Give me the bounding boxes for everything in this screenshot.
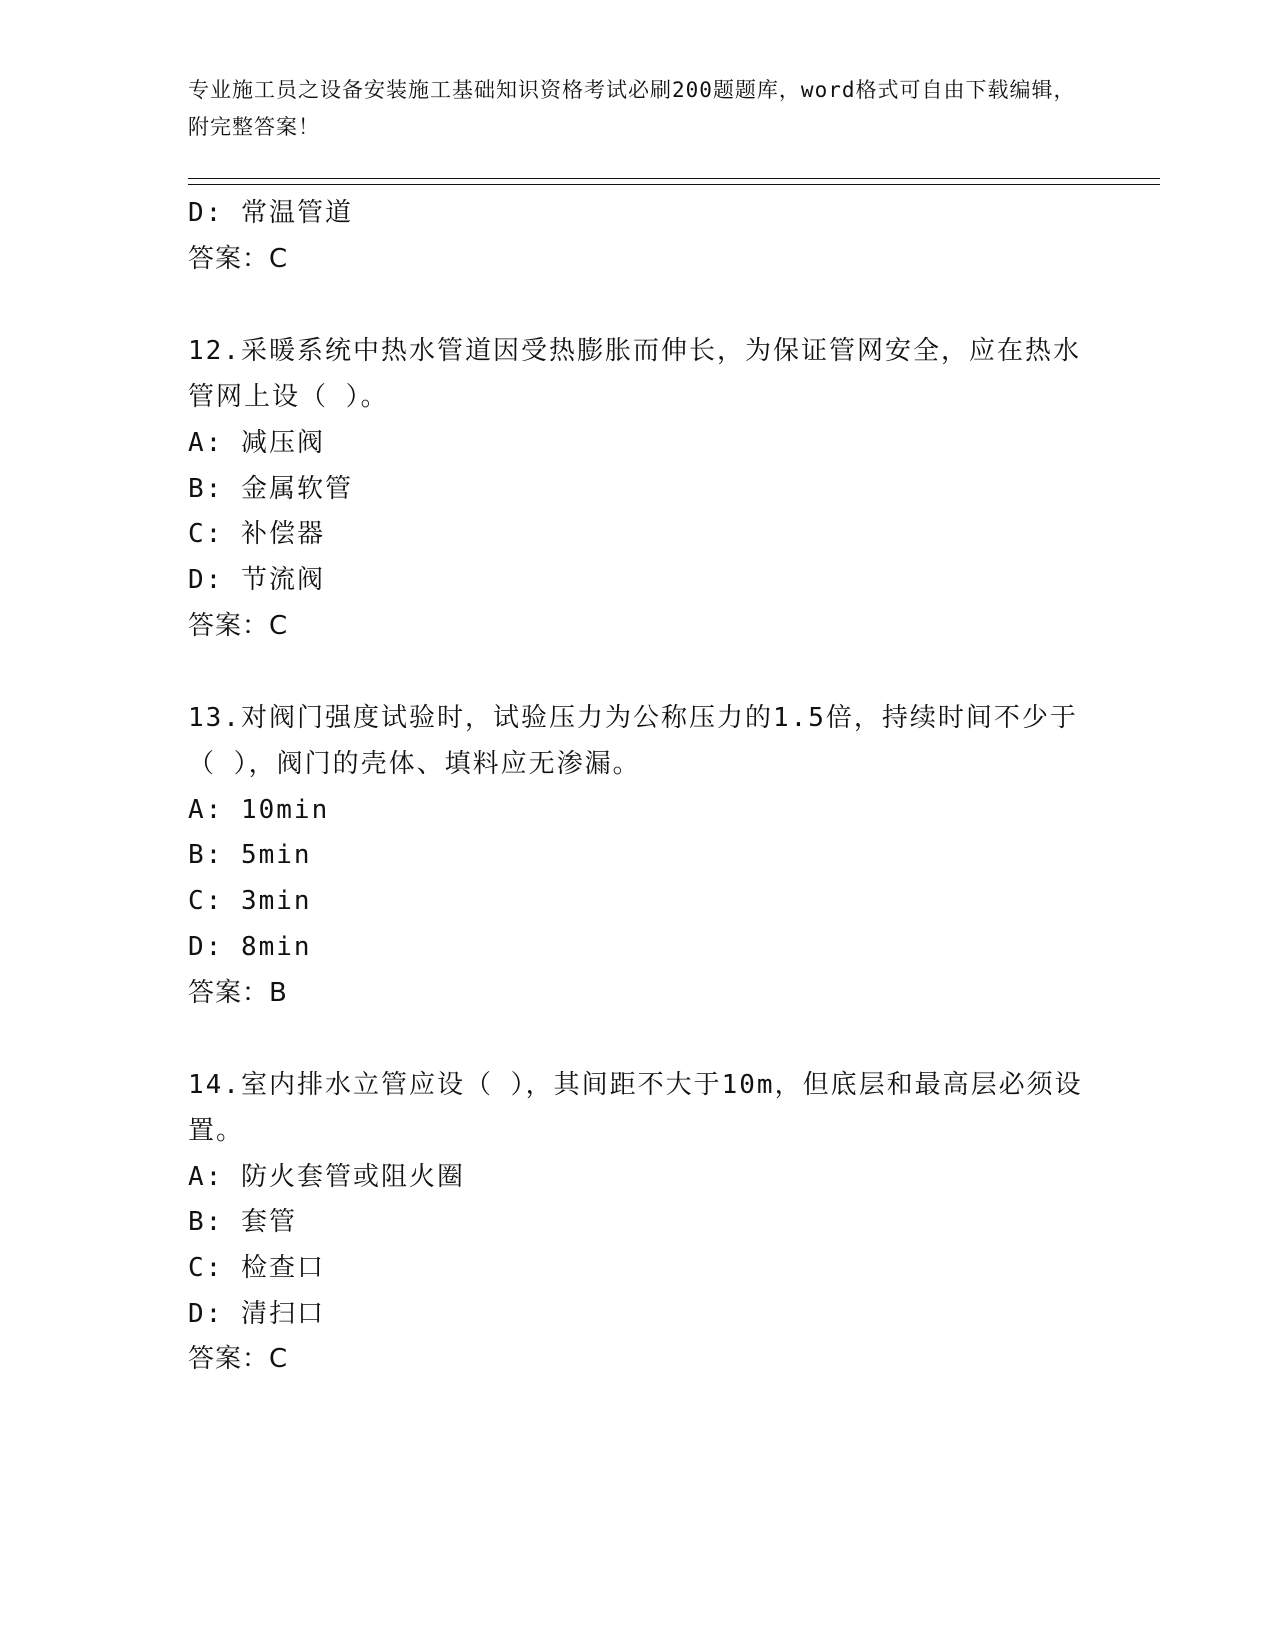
option-c: C: 检查口: [188, 1253, 325, 1284]
option-d: D: 8min: [188, 931, 312, 962]
header-divider-bottom: [188, 184, 1160, 185]
header-divider-top: [188, 178, 1160, 179]
option-b: B: 套管: [188, 1207, 297, 1238]
carryover-option-d: D: 常温管道: [188, 198, 353, 228]
question-13: [188, 696, 1088, 1016]
option-d: D: 清扫口: [188, 1298, 325, 1329]
question-14: [188, 1063, 1088, 1383]
option-b: B: 5min: [188, 840, 312, 871]
question-text: 14.室内排水立管应设（ ），其间距不大于10m，但底层和最高层必须设置。: [188, 1070, 1083, 1146]
spacer: [188, 282, 1088, 329]
answer-line: 答案：B: [188, 977, 288, 1008]
option-d: D: 节流阀: [188, 564, 325, 595]
question-text: 13.对阀门强度试验时，试验压力为公称压力的1.5倍，持续时间不少于（ ），阀门的壳体、填料应无渗漏。: [188, 703, 1078, 780]
answer-line: 答案：C: [188, 1344, 289, 1375]
option-c: C: 3min: [188, 886, 312, 917]
spacer: [188, 1016, 1088, 1063]
option-a: A: 减压阀: [188, 427, 325, 458]
option-c: C: 补偿器: [188, 519, 325, 550]
answer-line: 答案：C: [188, 610, 289, 641]
question-text: 12.采暖系统中热水管道因受热膨胀而伸长，为保证管网安全，应在热水管网上设（ ）。: [188, 336, 1081, 413]
question-12: [188, 329, 1088, 649]
document-header-title: 专业施工员之设备安装施工基础知识资格考试必刷200题题库，word格式可自由下载编辑，附完整答案！: [188, 78, 1076, 139]
document-content: [188, 191, 1088, 1383]
option-a: A: 防火套管或阻火圈: [188, 1161, 465, 1192]
option-a: A: 10min: [188, 794, 330, 825]
spacer: [188, 649, 1088, 696]
option-b: B: 金属软管: [188, 473, 353, 504]
carryover-answer: 答案：C: [188, 243, 289, 274]
